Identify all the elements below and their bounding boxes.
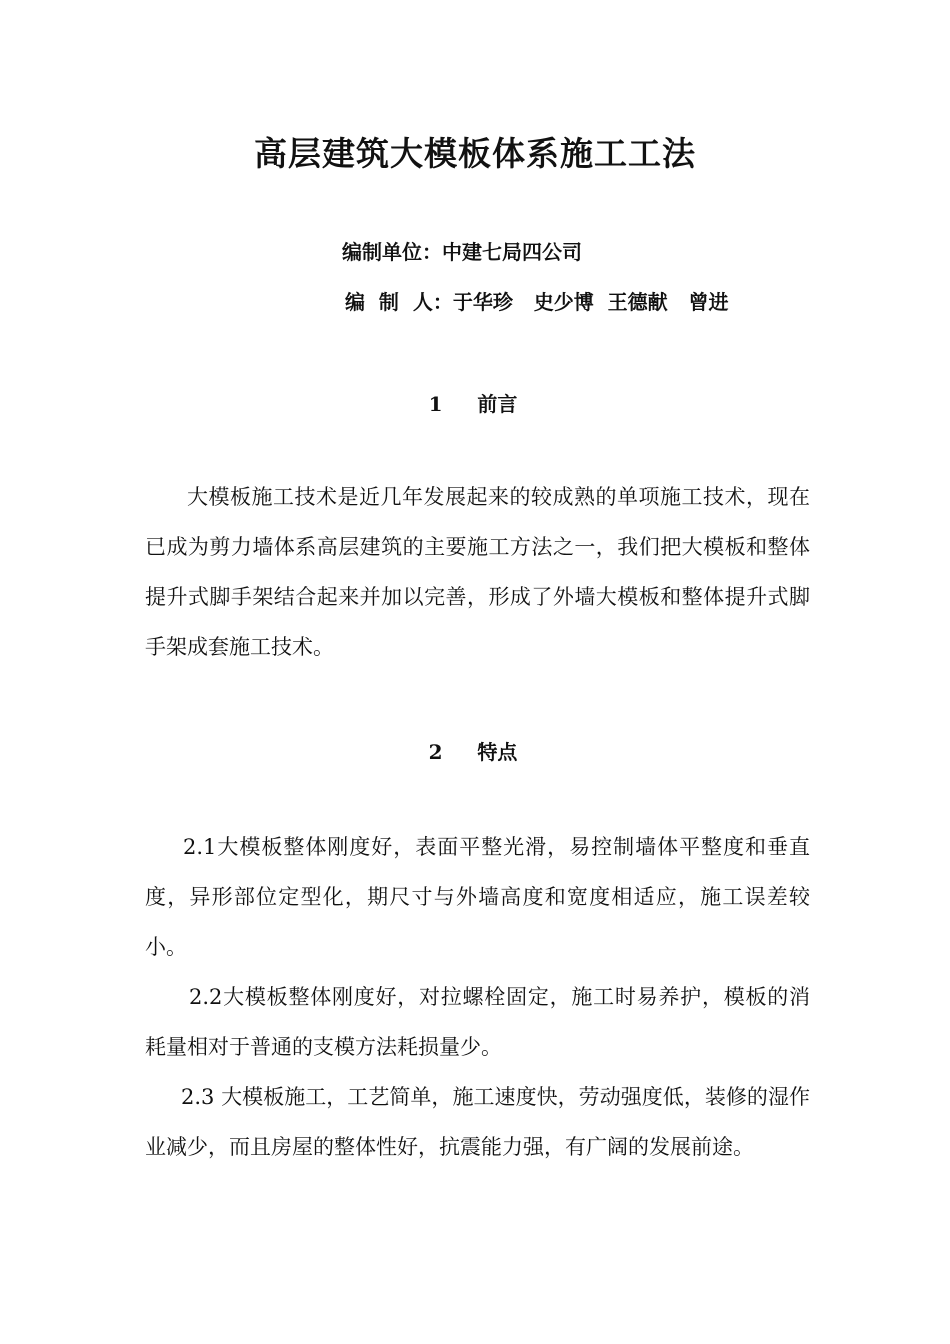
paragraph-feature-2-1: 2.1大模板整体刚度好，表面平整光滑，易控制墙体平整度和垂直度，异形部位定型化，期尺寸与外墙高度和宽度相适应，施工误差较小。 [145, 835, 810, 959]
section-heading-features: 2 特点 [428, 740, 518, 764]
section-heading-preface: 1 前言 [428, 392, 518, 416]
paragraph-preface: 大模板施工技术是近几年发展起来的较成熟的单项施工技术，现在已成为剪力墙体系高层建筑的主要施工方法之一，我们把大模板和整体提升式脚手架结合起来并加以完善，形成了外墙大模板和整体提升式脚手架成套施工技术。 [145, 485, 810, 659]
document-title: 高层建筑大模板体系施工工法 [254, 134, 696, 173]
compilers-line: 编 制 人：于华珍 史少博 王德献 曾进 [345, 290, 729, 314]
compiling-unit: 编制单位：中建七局四公司 [342, 240, 582, 264]
paragraph-feature-2-2: 2.2大模板整体刚度好，对拉螺栓固定，施工时易养护，模板的消耗量相对于普通的支模方法耗损量少。 [145, 985, 810, 1059]
paragraph-feature-2-3: 2.3 大模板施工，工艺简单，施工速度快，劳动强度低，装修的湿作业减少，而且房屋的整体性好，抗震能力强，有广阔的发展前途。 [145, 1085, 810, 1159]
